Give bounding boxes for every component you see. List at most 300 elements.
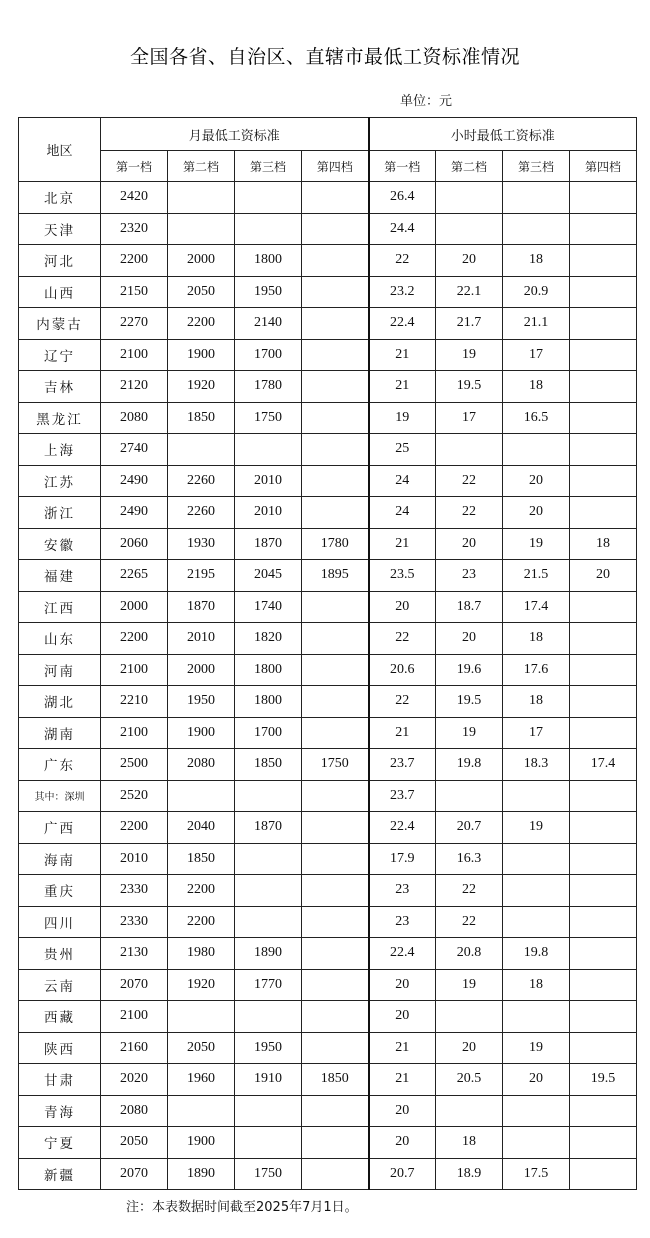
hourly-level-4-cell [570,1127,637,1159]
hourly-level-1-cell: 22.4 [369,938,436,970]
region-cell: 河南 [19,654,101,686]
hourly-level-2-cell: 22 [436,497,503,529]
table-row [19,749,637,781]
hourly-level-1-cell: 20.6 [369,654,436,686]
table-row [19,276,637,308]
hourly-level-3-cell: 17 [503,339,570,371]
monthly-level-3-cell: 1870 [235,528,302,560]
hourly-level-4-cell [570,1032,637,1064]
monthly-level-2-cell: 2050 [168,1032,235,1064]
header-hourly-level-1: 第一档 [369,151,436,182]
hourly-level-4-cell [570,1095,637,1127]
table-row [19,308,637,340]
hourly-level-2-cell: 20 [436,623,503,655]
hourly-level-4-cell: 19.5 [570,1064,637,1096]
table-row [19,938,637,970]
region-cell: 重庆 [19,875,101,907]
hourly-level-3-cell: 20 [503,1064,570,1096]
hourly-level-3-cell: 19.8 [503,938,570,970]
region-cell: 贵州 [19,938,101,970]
monthly-level-2-cell: 2200 [168,308,235,340]
monthly-level-2-cell: 2080 [168,749,235,781]
monthly-level-3-cell: 1740 [235,591,302,623]
hourly-level-2-cell: 20 [436,245,503,277]
hourly-level-2-cell [436,182,503,214]
monthly-level-2-cell: 1920 [168,969,235,1001]
hourly-level-1-cell: 21 [369,528,436,560]
monthly-level-4-cell [302,654,369,686]
hourly-level-3-cell: 20 [503,497,570,529]
monthly-level-1-cell: 2020 [101,1064,168,1096]
monthly-level-3-cell: 1750 [235,402,302,434]
hourly-level-3-cell: 19 [503,1032,570,1064]
monthly-level-1-cell: 2080 [101,402,168,434]
hourly-level-2-cell [436,780,503,812]
monthly-level-2-cell: 1950 [168,686,235,718]
region-cell: 山西 [19,276,101,308]
monthly-level-1-cell: 2200 [101,245,168,277]
header-hourly: 小时最低工资标准 [369,118,637,151]
hourly-level-4-cell [570,1158,637,1190]
monthly-level-3-cell: 1950 [235,276,302,308]
hourly-level-2-cell: 18.7 [436,591,503,623]
hourly-level-2-cell: 21.7 [436,308,503,340]
monthly-level-4-cell [302,308,369,340]
monthly-level-2-cell: 1960 [168,1064,235,1096]
hourly-level-3-cell: 17 [503,717,570,749]
monthly-level-4-cell [302,843,369,875]
monthly-level-1-cell: 2080 [101,1095,168,1127]
hourly-level-3-cell [503,213,570,245]
hourly-level-2-cell: 22.1 [436,276,503,308]
monthly-level-2-cell [168,182,235,214]
table-row [19,843,637,875]
table-row [19,371,637,403]
region-cell: 江西 [19,591,101,623]
monthly-level-4-cell [302,591,369,623]
hourly-level-2-cell: 22 [436,875,503,907]
monthly-level-4-cell [302,686,369,718]
hourly-level-4-cell [570,717,637,749]
table-row [19,497,637,529]
hourly-level-1-cell: 21 [369,1064,436,1096]
monthly-level-1-cell: 2500 [101,749,168,781]
monthly-level-3-cell [235,1095,302,1127]
hourly-level-1-cell: 26.4 [369,182,436,214]
monthly-level-2-cell: 2260 [168,497,235,529]
monthly-level-3-cell: 2140 [235,308,302,340]
table-row [19,717,637,749]
monthly-level-4-cell [302,182,369,214]
monthly-level-4-cell [302,906,369,938]
hourly-level-1-cell: 19 [369,402,436,434]
table-row [19,182,637,214]
monthly-level-3-cell [235,780,302,812]
hourly-level-3-cell: 21.1 [503,308,570,340]
hourly-level-4-cell [570,1001,637,1033]
monthly-level-1-cell: 2060 [101,528,168,560]
hourly-level-2-cell: 23 [436,560,503,592]
unit-label: 单位：元 [400,94,453,109]
region-cell: 四川 [19,906,101,938]
hourly-level-3-cell [503,1127,570,1159]
monthly-level-2-cell: 1980 [168,938,235,970]
table-row [19,906,637,938]
hourly-level-2-cell: 19 [436,339,503,371]
header-region: 地区 [19,118,101,182]
hourly-level-4-cell [570,780,637,812]
hourly-level-4-cell [570,591,637,623]
monthly-level-3-cell [235,1127,302,1159]
monthly-level-2-cell: 2010 [168,623,235,655]
hourly-level-4-cell [570,402,637,434]
monthly-level-2-cell: 1900 [168,717,235,749]
hourly-level-1-cell: 22 [369,245,436,277]
table-row [19,528,637,560]
footnote: 注：本表数据时间截至2025年7月1日。 [126,1200,358,1215]
monthly-level-1-cell: 2150 [101,276,168,308]
table-row [19,1158,637,1190]
hourly-level-4-cell [570,843,637,875]
hourly-level-1-cell: 22 [369,623,436,655]
region-cell: 浙江 [19,497,101,529]
monthly-level-3-cell: 1910 [235,1064,302,1096]
hourly-level-4-cell: 20 [570,560,637,592]
monthly-level-1-cell: 2490 [101,497,168,529]
table-row [19,623,637,655]
region-cell: 新疆 [19,1158,101,1190]
header-monthly-level-3: 第三档 [235,151,302,182]
hourly-level-2-cell: 22 [436,465,503,497]
hourly-level-3-cell: 17.5 [503,1158,570,1190]
monthly-level-3-cell: 1950 [235,1032,302,1064]
table-row [19,875,637,907]
table-row [19,654,637,686]
table-row [19,591,637,623]
region-cell: 福建 [19,560,101,592]
monthly-level-3-cell [235,843,302,875]
region-cell: 吉林 [19,371,101,403]
monthly-level-2-cell [168,1001,235,1033]
region-cell: 江苏 [19,465,101,497]
hourly-level-1-cell: 23 [369,906,436,938]
monthly-level-4-cell [302,938,369,970]
region-cell: 湖南 [19,717,101,749]
table-row [19,560,637,592]
monthly-level-3-cell: 1700 [235,339,302,371]
hourly-level-4-cell [570,339,637,371]
header-monthly-level-1: 第一档 [101,151,168,182]
monthly-level-1-cell: 2000 [101,591,168,623]
header-hourly-level-4: 第四档 [570,151,637,182]
monthly-level-4-cell [302,780,369,812]
monthly-level-4-cell [302,1127,369,1159]
hourly-level-2-cell: 17 [436,402,503,434]
min-wage-table [18,117,637,1190]
hourly-level-1-cell: 24.4 [369,213,436,245]
monthly-level-2-cell [168,213,235,245]
monthly-level-2-cell [168,434,235,466]
region-cell: 西藏 [19,1001,101,1033]
region-cell: 海南 [19,843,101,875]
table-row [19,1064,637,1096]
header-hourly-level-3: 第三档 [503,151,570,182]
region-cell: 广西 [19,812,101,844]
hourly-level-3-cell: 16.5 [503,402,570,434]
region-cell: 青海 [19,1095,101,1127]
monthly-level-4-cell [302,1032,369,1064]
hourly-level-2-cell: 20.8 [436,938,503,970]
hourly-level-4-cell [570,938,637,970]
monthly-level-4-cell [302,875,369,907]
monthly-level-1-cell: 2100 [101,717,168,749]
monthly-level-1-cell: 2010 [101,843,168,875]
monthly-level-2-cell: 1900 [168,1127,235,1159]
monthly-level-3-cell: 1800 [235,686,302,718]
monthly-level-1-cell: 2330 [101,906,168,938]
hourly-level-3-cell: 17.6 [503,654,570,686]
hourly-level-3-cell: 21.5 [503,560,570,592]
monthly-level-1-cell: 2050 [101,1127,168,1159]
hourly-level-3-cell: 20 [503,465,570,497]
hourly-level-2-cell: 20 [436,1032,503,1064]
hourly-level-1-cell: 24 [369,465,436,497]
monthly-level-2-cell: 1890 [168,1158,235,1190]
hourly-level-3-cell [503,182,570,214]
monthly-level-4-cell: 1750 [302,749,369,781]
hourly-level-1-cell: 25 [369,434,436,466]
monthly-level-4-cell [302,717,369,749]
header-monthly-level-2: 第二档 [168,151,235,182]
region-cell: 湖北 [19,686,101,718]
table-row [19,1032,637,1064]
hourly-level-3-cell: 18 [503,245,570,277]
hourly-level-4-cell [570,686,637,718]
region-cell: 甘肃 [19,1064,101,1096]
hourly-level-4-cell [570,245,637,277]
hourly-level-4-cell [570,875,637,907]
monthly-level-1-cell: 2100 [101,654,168,686]
monthly-level-2-cell: 2050 [168,276,235,308]
table-body [19,182,637,1190]
monthly-level-3-cell [235,213,302,245]
hourly-level-1-cell: 21 [369,1032,436,1064]
hourly-level-2-cell [436,1001,503,1033]
monthly-level-4-cell [302,434,369,466]
region-cell: 天津 [19,213,101,245]
table-row [19,1095,637,1127]
hourly-level-3-cell: 18 [503,623,570,655]
hourly-level-2-cell: 19.5 [436,371,503,403]
hourly-level-1-cell: 24 [369,497,436,529]
monthly-level-3-cell: 1700 [235,717,302,749]
monthly-level-1-cell: 2200 [101,812,168,844]
monthly-level-2-cell: 2200 [168,875,235,907]
hourly-level-1-cell: 23.5 [369,560,436,592]
region-cell: 黑龙江 [19,402,101,434]
monthly-level-2-cell: 2040 [168,812,235,844]
monthly-level-3-cell: 1780 [235,371,302,403]
hourly-level-4-cell [570,213,637,245]
monthly-level-1-cell: 2070 [101,1158,168,1190]
hourly-level-1-cell: 20 [369,1095,436,1127]
hourly-level-1-cell: 20 [369,1127,436,1159]
hourly-level-3-cell [503,906,570,938]
table-row [19,339,637,371]
monthly-level-2-cell: 2195 [168,560,235,592]
hourly-level-4-cell [570,812,637,844]
monthly-level-4-cell [302,276,369,308]
hourly-level-3-cell [503,843,570,875]
hourly-level-4-cell [570,308,637,340]
monthly-level-3-cell: 2045 [235,560,302,592]
monthly-level-1-cell: 2100 [101,1001,168,1033]
hourly-level-1-cell: 20 [369,969,436,1001]
monthly-level-3-cell: 2010 [235,497,302,529]
monthly-level-3-cell: 1770 [235,969,302,1001]
hourly-level-4-cell: 18 [570,528,637,560]
monthly-level-1-cell: 2320 [101,213,168,245]
monthly-level-1-cell: 2100 [101,339,168,371]
hourly-level-4-cell [570,654,637,686]
region-cell: 内蒙古 [19,308,101,340]
monthly-level-4-cell [302,1001,369,1033]
monthly-level-3-cell: 1750 [235,1158,302,1190]
hourly-level-3-cell: 18.3 [503,749,570,781]
hourly-level-3-cell: 18 [503,686,570,718]
monthly-level-4-cell [302,969,369,1001]
region-cell: 辽宁 [19,339,101,371]
table-row [19,434,637,466]
monthly-level-4-cell: 1895 [302,560,369,592]
monthly-level-2-cell: 1870 [168,591,235,623]
hourly-level-1-cell: 22.4 [369,812,436,844]
monthly-level-4-cell [302,465,369,497]
monthly-level-1-cell: 2070 [101,969,168,1001]
hourly-level-2-cell [436,1095,503,1127]
table-row [19,402,637,434]
hourly-level-1-cell: 22.4 [369,308,436,340]
hourly-level-2-cell: 19 [436,969,503,1001]
monthly-level-4-cell [302,213,369,245]
hourly-level-3-cell: 17.4 [503,591,570,623]
table-row [19,780,637,812]
table-row [19,1001,637,1033]
region-cell: 河北 [19,245,101,277]
hourly-level-3-cell: 18 [503,969,570,1001]
monthly-level-3-cell [235,875,302,907]
monthly-level-1-cell: 2420 [101,182,168,214]
monthly-level-2-cell: 1900 [168,339,235,371]
hourly-level-2-cell [436,434,503,466]
region-cell: 广东 [19,749,101,781]
monthly-level-2-cell: 2000 [168,654,235,686]
monthly-level-1-cell: 2160 [101,1032,168,1064]
hourly-level-3-cell [503,1001,570,1033]
hourly-level-4-cell: 17.4 [570,749,637,781]
table-row [19,465,637,497]
hourly-level-2-cell: 16.3 [436,843,503,875]
monthly-level-1-cell: 2265 [101,560,168,592]
hourly-level-1-cell: 21 [369,717,436,749]
region-cell: 上海 [19,434,101,466]
region-cell: 云南 [19,969,101,1001]
hourly-level-4-cell [570,465,637,497]
monthly-level-1-cell: 2740 [101,434,168,466]
hourly-level-1-cell: 20.7 [369,1158,436,1190]
hourly-level-2-cell: 19.8 [436,749,503,781]
hourly-level-1-cell: 17.9 [369,843,436,875]
region-cell: 安徽 [19,528,101,560]
monthly-level-2-cell [168,780,235,812]
hourly-level-1-cell: 23.7 [369,749,436,781]
hourly-level-4-cell [570,969,637,1001]
monthly-level-4-cell [302,1095,369,1127]
monthly-level-3-cell: 1800 [235,654,302,686]
monthly-level-2-cell: 2200 [168,906,235,938]
hourly-level-2-cell: 18.9 [436,1158,503,1190]
header-monthly: 月最低工资标准 [101,118,369,151]
monthly-level-1-cell: 2330 [101,875,168,907]
monthly-level-4-cell [302,497,369,529]
monthly-level-1-cell: 2270 [101,308,168,340]
hourly-level-2-cell: 18 [436,1127,503,1159]
monthly-level-2-cell [168,1095,235,1127]
hourly-level-4-cell [570,182,637,214]
monthly-level-2-cell: 1930 [168,528,235,560]
hourly-level-3-cell: 20.9 [503,276,570,308]
hourly-level-2-cell [436,213,503,245]
table-row [19,969,637,1001]
monthly-level-3-cell [235,434,302,466]
monthly-level-3-cell: 1800 [235,245,302,277]
monthly-level-2-cell: 1850 [168,843,235,875]
hourly-level-1-cell: 20 [369,591,436,623]
monthly-level-1-cell: 2130 [101,938,168,970]
monthly-level-3-cell [235,906,302,938]
monthly-level-4-cell [302,812,369,844]
monthly-level-3-cell [235,182,302,214]
hourly-level-2-cell: 19.5 [436,686,503,718]
monthly-level-4-cell: 1850 [302,1064,369,1096]
hourly-level-1-cell: 21 [369,371,436,403]
hourly-level-1-cell: 21 [369,339,436,371]
hourly-level-4-cell [570,623,637,655]
hourly-level-2-cell: 20 [436,528,503,560]
table-row [19,686,637,718]
table-row [19,245,637,277]
hourly-level-3-cell [503,1095,570,1127]
hourly-level-3-cell: 19 [503,528,570,560]
monthly-level-3-cell: 1890 [235,938,302,970]
monthly-level-4-cell [302,245,369,277]
hourly-level-2-cell: 22 [436,906,503,938]
monthly-level-3-cell [235,1001,302,1033]
table-row [19,812,637,844]
hourly-level-4-cell [570,906,637,938]
monthly-level-3-cell: 1870 [235,812,302,844]
monthly-level-2-cell: 1920 [168,371,235,403]
monthly-level-4-cell [302,339,369,371]
region-cell: 陕西 [19,1032,101,1064]
monthly-level-4-cell [302,371,369,403]
monthly-level-1-cell: 2200 [101,623,168,655]
region-cell: 山东 [19,623,101,655]
monthly-level-2-cell: 2000 [168,245,235,277]
hourly-level-1-cell: 23.7 [369,780,436,812]
header-hourly-level-2: 第二档 [436,151,503,182]
hourly-level-3-cell [503,875,570,907]
